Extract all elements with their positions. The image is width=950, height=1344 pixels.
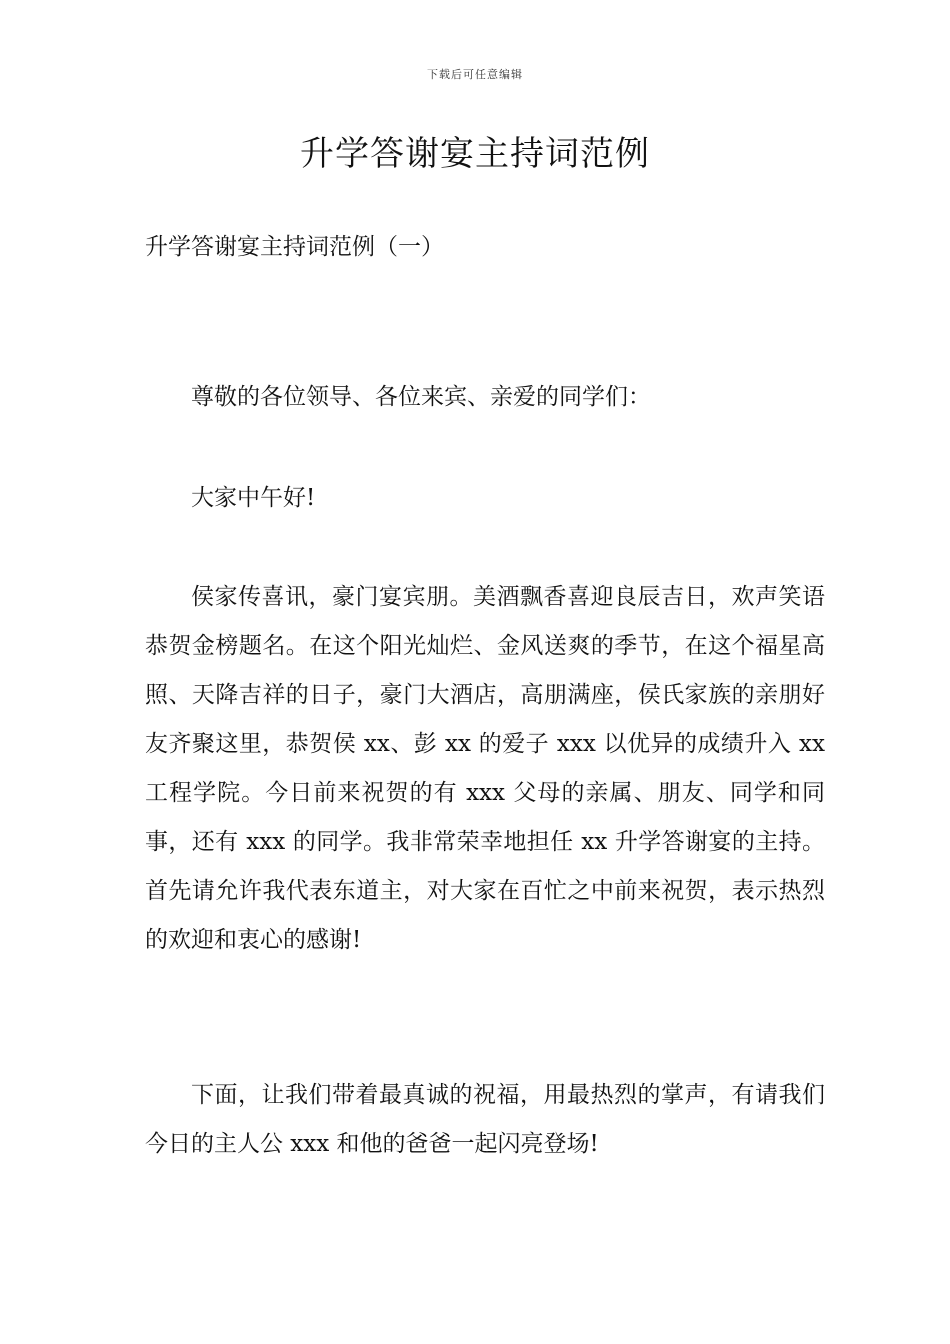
main-paragraph: 侯家传喜讯，豪门宴宾朋。美酒飘香喜迎良辰吉日，欢声笑语恭贺金榜题名。在这个阳光灿烂、金风送爽的季节，在这个福星高照、天降吉祥的日子，豪门大酒店，高朋满座，侯氏家族的亲朋好友齐聚这里，恭贺侯 xx、彭 xx 的爱子 xxx 以优异的成绩升入 xx 工程学院。今日前来祝贺的有 xxx 父母的亲属、朋友、同学和同事，还有 xxx 的同学。我非常荣幸地担任 xx 升学答谢宴的主持。首先请允许我代表东道主，对大家在百忙之中前来祝贺，表示热烈的欢迎和衷心的感谢! — [145, 584, 825, 953]
invite-paragraph: 下面，让我们带着最真诚的祝福，用最热烈的掌声，有请我们今日的主人公 xxx 和他的爸爸一起闪亮登场! — [145, 1082, 825, 1157]
document-subtitle: 升学答谢宴主持词范例（一） — [145, 234, 444, 260]
hello-paragraph: 大家中午好! — [191, 485, 316, 511]
greeting-paragraph: 尊敬的各位领导、各位来宾、亲爱的同学们： — [191, 384, 651, 410]
header-note: 下载后可任意编辑 — [427, 68, 523, 81]
document-title: 升学答谢宴主持词范例 — [300, 134, 650, 174]
